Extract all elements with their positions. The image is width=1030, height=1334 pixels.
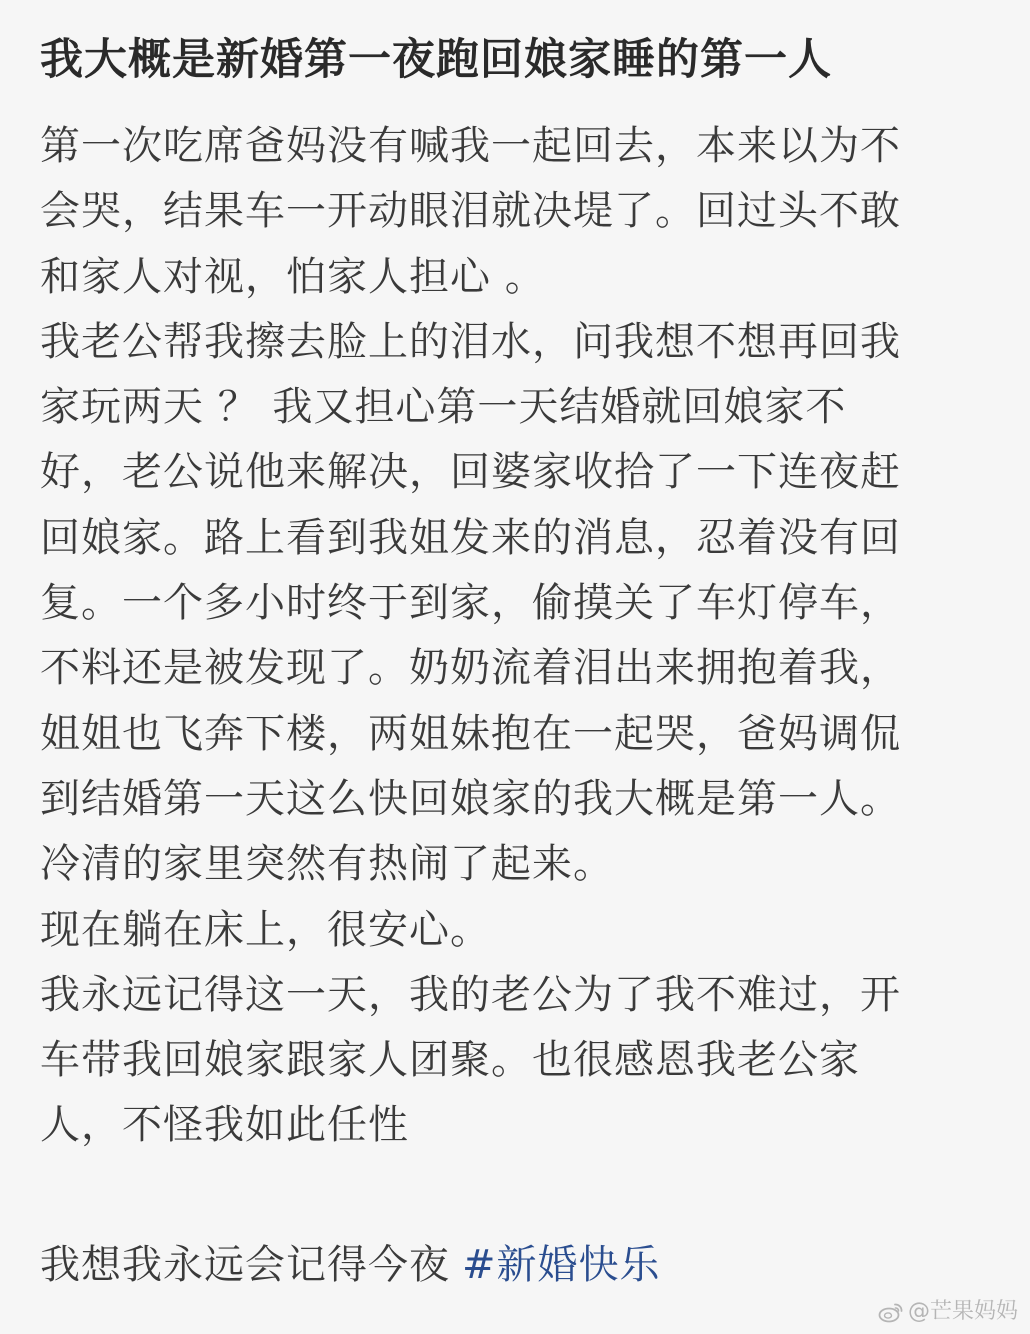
closing-line bbox=[40, 1233, 661, 1298]
body-line: 现在躺在床上，很安心。 bbox=[40, 906, 491, 953]
body-line: 姐姐也飞奔下楼，两姐妹抱在一起哭，爸妈调侃 bbox=[40, 710, 901, 757]
post-title: 我大概是新婚第一夜跑回娘家睡的第一人 bbox=[40, 35, 832, 85]
body-line: 我老公帮我擦去脸上的泪水，问我想不想再回我 bbox=[40, 318, 901, 365]
watermark bbox=[878, 1298, 1018, 1326]
watermark-text: @芒果妈妈 bbox=[907, 1299, 1018, 1324]
body-line: 不料还是被发现了。奶奶流着泪出来拥抱着我， bbox=[40, 645, 901, 692]
body-line: 家玩两天 ？ 我又担心第一天结婚就回娘家不 bbox=[40, 384, 847, 431]
body-line: 冷清的家里突然有热闹了起来。 bbox=[40, 841, 614, 888]
body-line: 到结婚第一天这么快回娘家的我大概是第一人。 bbox=[40, 775, 901, 822]
body-line: 和家人对视，怕家人担心 。 bbox=[40, 253, 546, 300]
hashtag-link[interactable]: #新婚快乐 bbox=[462, 1242, 661, 1288]
post-body bbox=[40, 114, 995, 1159]
body-line: 车带我回娘家跟家人团聚。也很感恩我老公家 bbox=[40, 1037, 860, 1084]
body-line: 我永远记得这一天，我的老公为了我不难过，开 bbox=[40, 971, 901, 1018]
body-line: 好，老公说他来解决，回婆家收拾了一下连夜赶 bbox=[40, 449, 901, 496]
body-line: 第一次吃席爸妈没有喊我一起回去，本来以为不 bbox=[40, 123, 901, 169]
body-line: 回娘家。路上看到我姐发来的消息，忍着没有回 bbox=[40, 514, 901, 561]
body-line: 人，不怪我如此任性 bbox=[40, 1102, 409, 1149]
weibo-icon bbox=[878, 1301, 904, 1323]
closing-text: 我想我永远会记得今夜 bbox=[40, 1242, 450, 1288]
body-line: 会哭，结果车一开动眼泪就决堤了。回过头不敢 bbox=[40, 188, 901, 235]
body-line: 复。一个多小时终于到家，偷摸关了车灯停车， bbox=[40, 580, 901, 627]
